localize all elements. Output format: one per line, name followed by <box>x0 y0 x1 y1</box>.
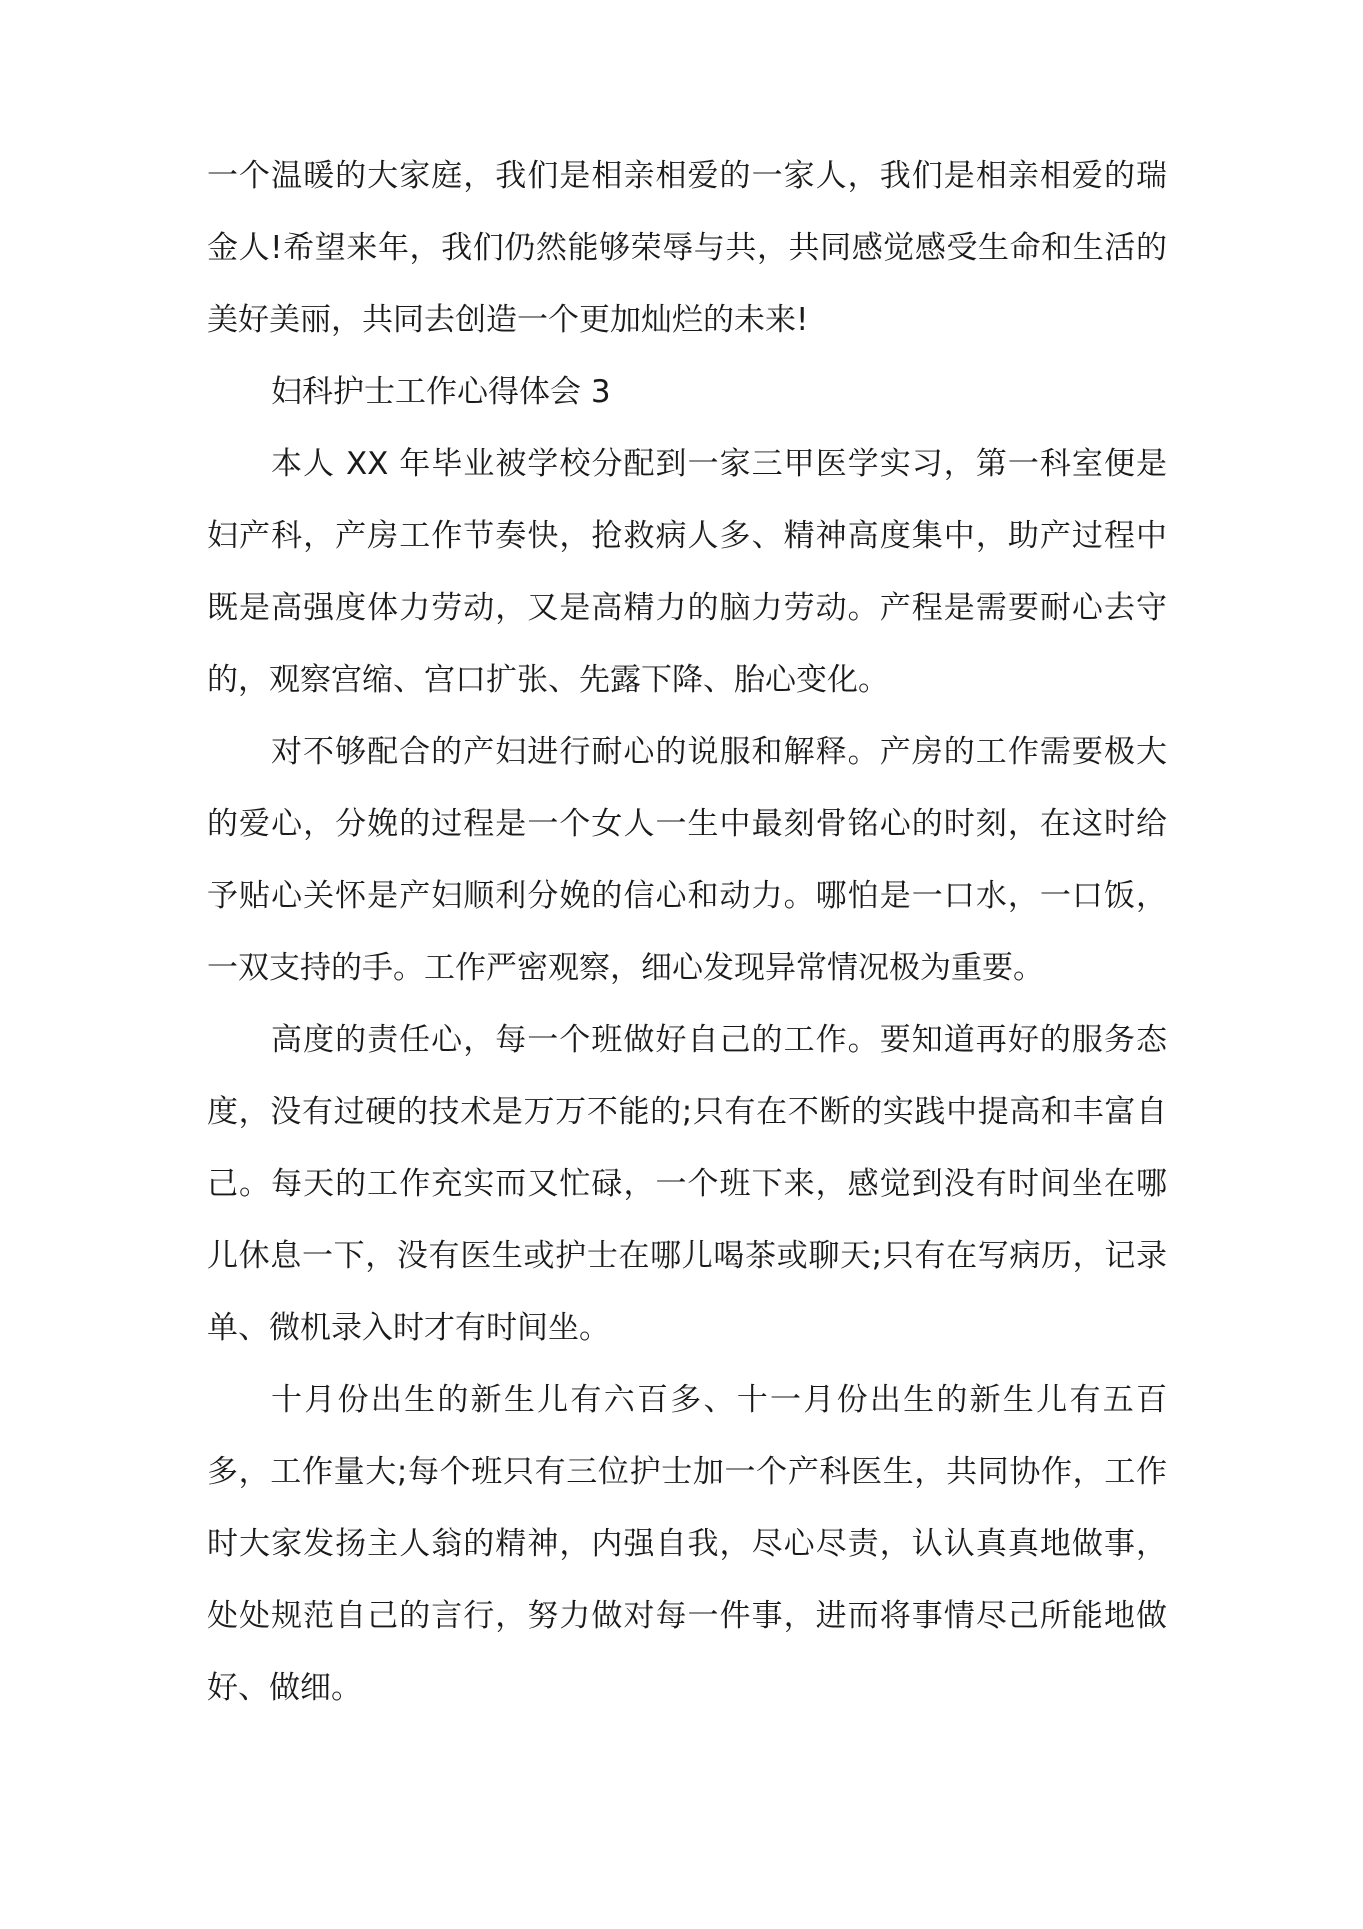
body-paragraph-2: 对不够配合的产妇进行耐心的说服和解释。产房的工作需要极大的爱心，分娩的过程是一个女人一生中最刻骨铭心的时刻，在这时给予贴心关怀是产妇顺利分娩的信心和动力。哪怕是一口水，一口饭，一双支持的手。工作严密观察，细心发现异常情况极为重要。 <box>207 734 1167 986</box>
body-paragraph-3: 高度的责任心，每一个班做好自己的工作。要知道再好的服务态度，没有过硬的技术是万万不能的;只有在不断的实践中提高和丰富自己。每天的工作充实而又忙碌，一个班下来，感觉到没有时间坐在哪儿休息一下，没有医生或护士在哪儿喝茶或聊天;只有在写病历，记录单、微机录入时才有时间坐。 <box>207 1022 1167 1346</box>
continuation-paragraph: 一个温暖的大家庭，我们是相亲相爱的一家人，我们是相亲相爱的瑞金人!希望来年，我们仍然能够荣辱与共，共同感觉感受生命和生活的美好美丽，共同去创造一个更加灿烂的未来! <box>207 158 1167 338</box>
section-title: 妇科护士工作心得体会 3 <box>271 374 611 410</box>
body-paragraph-4: 十月份出生的新生儿有六百多、十一月份出生的新生儿有五百多，工作量大;每个班只有三位护士加一个产科医生，共同协作，工作时大家发扬主人翁的精神，内强自我，尽心尽责，认认真真地做事，处处规范自己的言行，努力做对每一件事，进而将事情尽己所能地做好、做细。 <box>207 1382 1167 1706</box>
document-body <box>207 140 1167 1724</box>
body-paragraph-1: 本人 XX 年毕业被学校分配到一家三甲医学实习，第一科室便是妇产科，产房工作节奏快，抢救病人多、精神高度集中，助产过程中既是高强度体力劳动，又是高精力的脑力劳动。产程是需要耐心去守的，观察宫缩、宫口扩张、先露下降、胎心变化。 <box>207 446 1167 698</box>
